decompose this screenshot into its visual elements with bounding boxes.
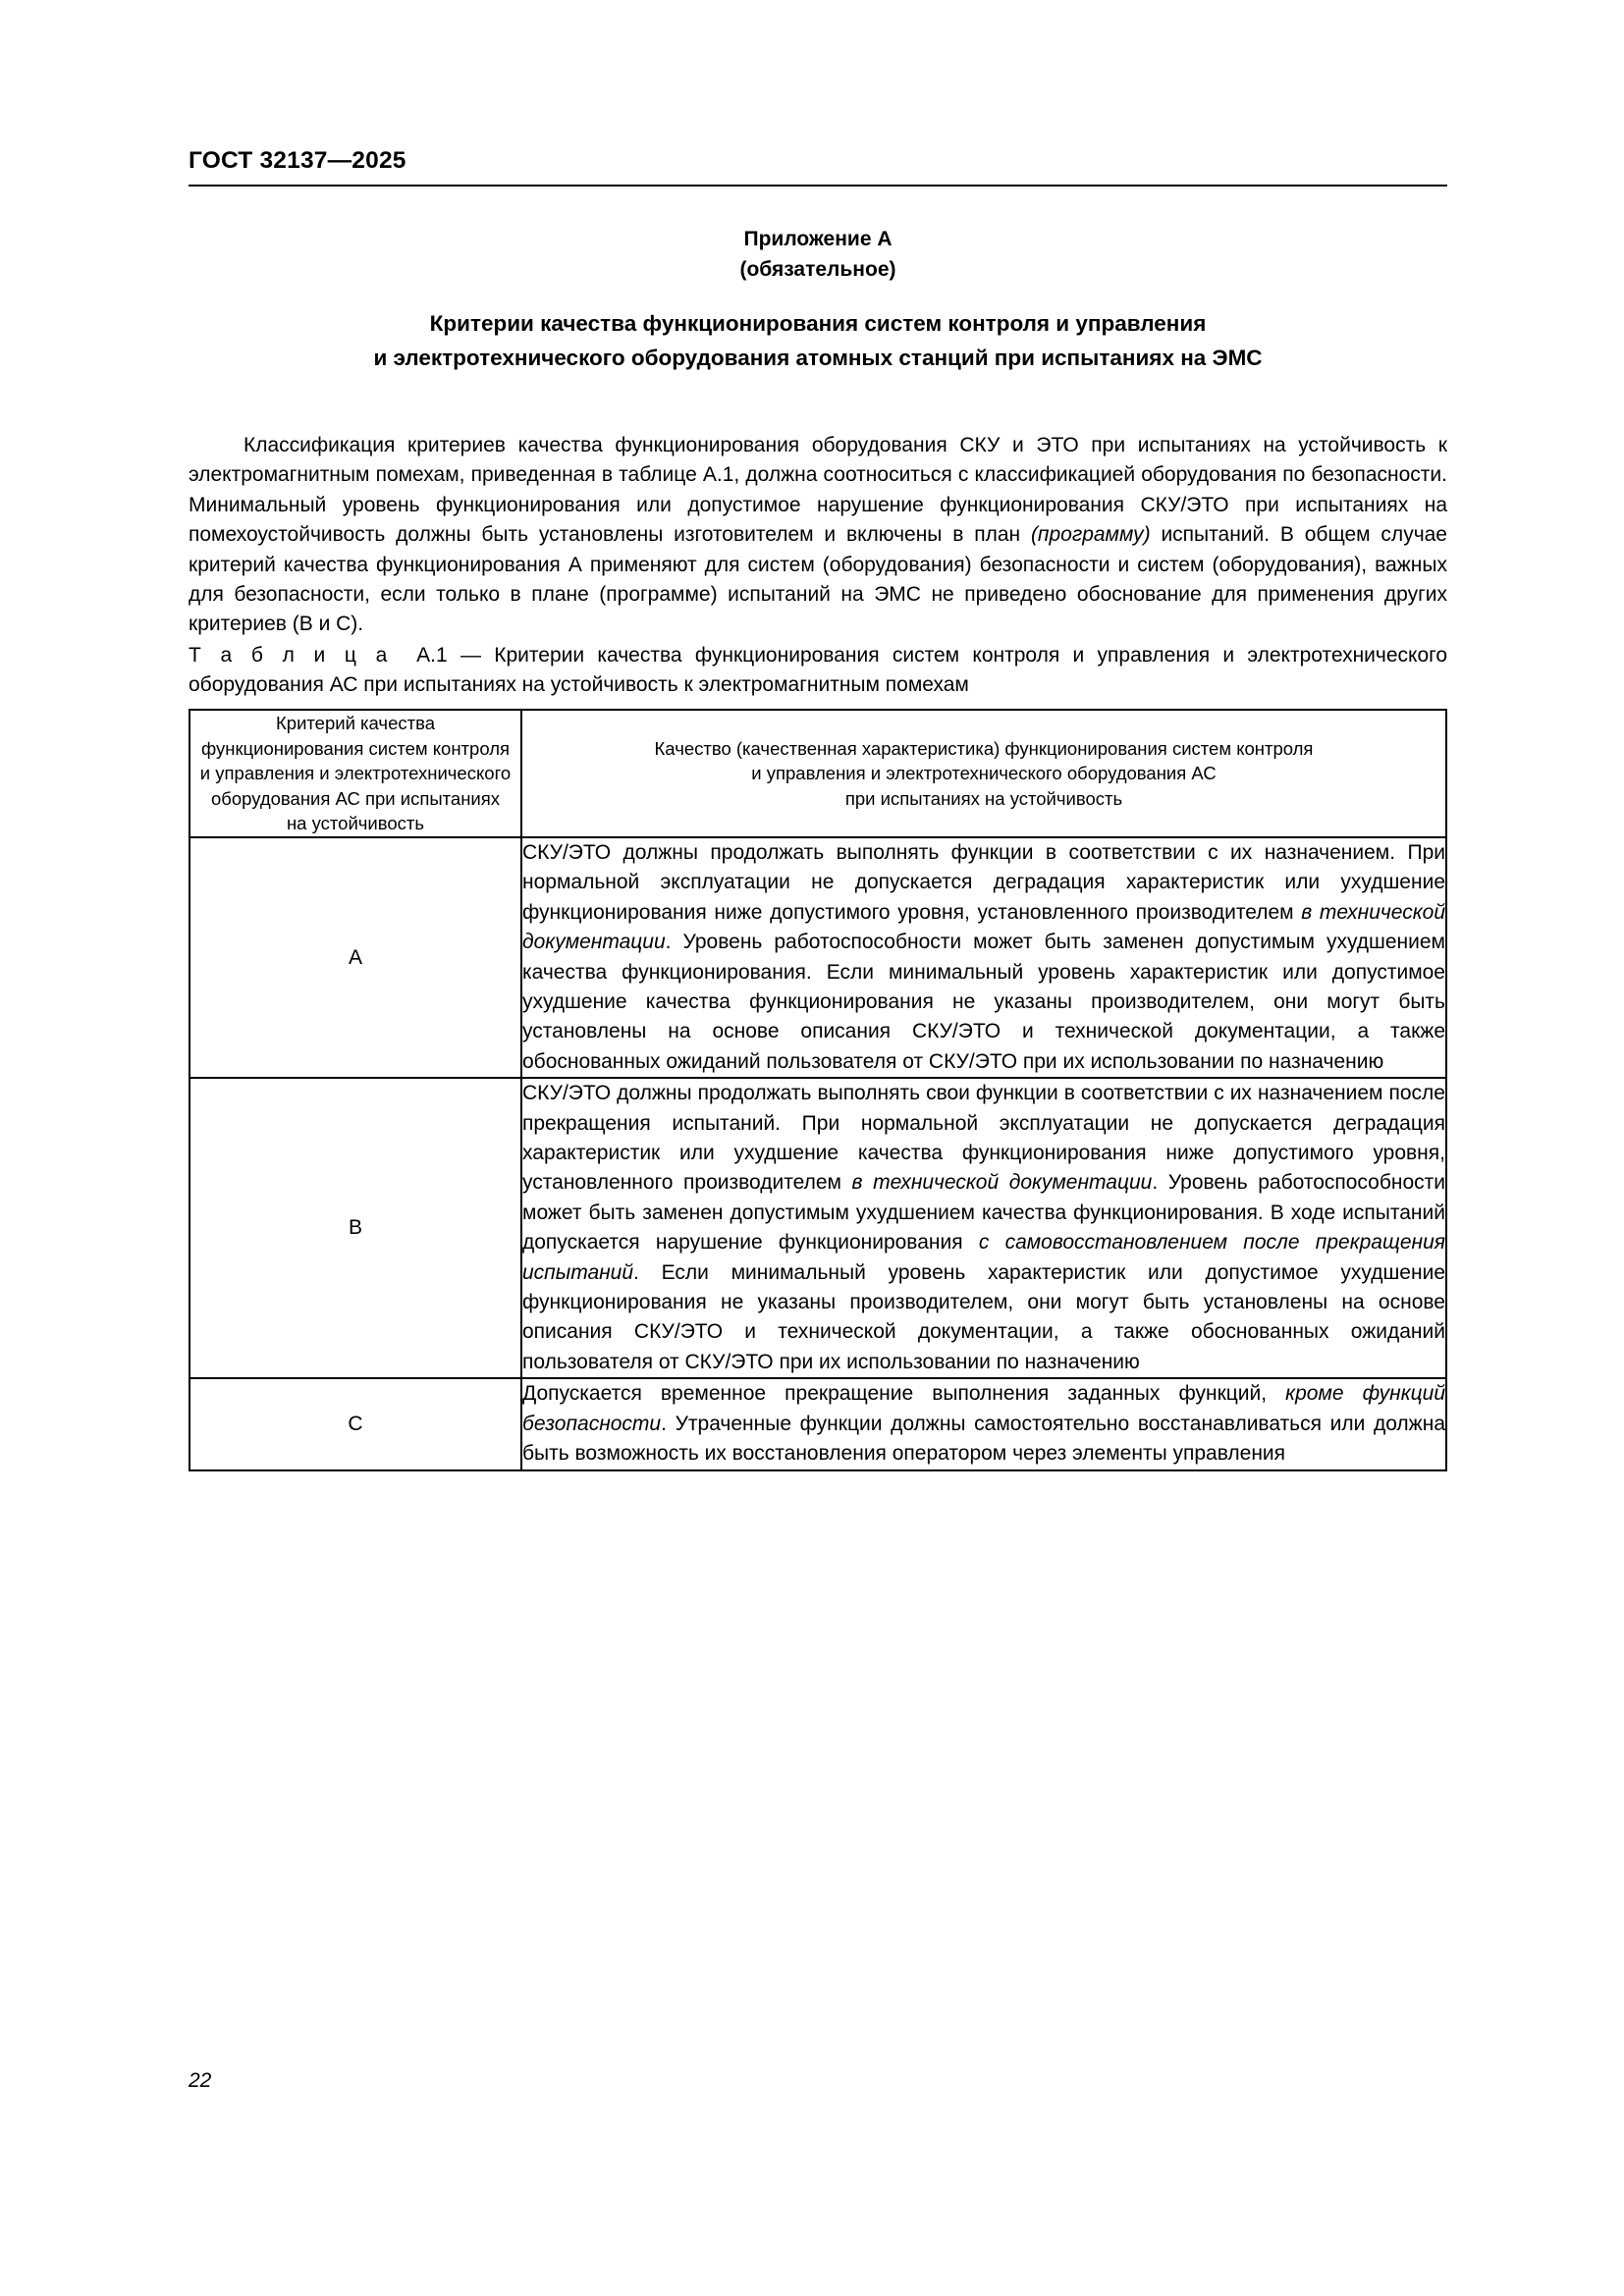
criterion-header-line-4: оборудования АС при испытаниях <box>210 787 501 809</box>
annex-label: Приложение А <box>743 228 893 250</box>
criterion-description-a <box>521 837 1446 1078</box>
intro-italic-1: (программу) <box>1030 523 1151 547</box>
criteria-table <box>189 709 1447 1471</box>
criterion-header-line-2: функционирования систем контроля <box>200 737 511 759</box>
table-caption-text: Критерии качества функционирования систем контроля и управления и электротехнического оборудования АС при испытаниях на устойчивость к электромагнитным помехам <box>189 644 1448 696</box>
desc-c-text-2: . Утраченные функции должны самостоятельно восстанавливаться или должна быть возможность их восстановления оператором через элементы управления <box>522 1412 1445 1466</box>
criterion-description-c <box>521 1378 1446 1469</box>
table-row <box>189 837 1446 1078</box>
criterion-description-b <box>521 1078 1446 1378</box>
desc-c-italic-1: кроме функций безопасности <box>522 1382 1446 1435</box>
desc-b-italic-1: в технической документации <box>851 1171 1153 1195</box>
page-number: 22 <box>189 2069 212 2092</box>
criterion-header-line-1: Критерий качества <box>276 713 435 733</box>
desc-c-text-1: Допускается временное прекращение выполнения заданных функций, <box>522 1382 1286 1406</box>
desc-a-italic-1: в технической документации <box>522 900 1445 954</box>
intro-text-2: испытаний. В общем случае критерий качества функционирования А применяют для систем (оборудования) безопасности и систем (оборудования), важных для безопасности, если только в плане (программе) испытаний на ЭМС не приведено обоснование для применения других критериев (В и С). <box>189 523 1447 636</box>
annex-heading <box>189 224 1447 285</box>
intro-paragraph <box>189 431 1447 640</box>
column-header-quality <box>521 710 1446 837</box>
table-header-row <box>189 710 1446 837</box>
quality-header-line-2: и управления и электротехнического оборудования АС <box>751 763 1217 784</box>
quality-header-line-3: при испытаниях на устойчивость <box>844 787 1123 809</box>
desc-a-text-1: СКУ/ЭТО должны продолжать выполнять функции в соответствии с их назначением. При нормальной эксплуатации не допускается деградация характеристик или ухудшение функционирования ниже допустимого уровня, установленного производителем <box>522 840 1445 924</box>
desc-a-text-2: . Уровень работоспособности может быть заменен допустимым ухудшением качества функционирования. Если минимальный уровень характеристик или допустимое ухудшение качества функционирования не указаны производителем, они могут быть установлены на основе описания СКУ/ЭТО и технической документации, а также обоснованных ожиданий пользователя от СКУ/ЭТО при их использовании по назначению <box>522 931 1445 1073</box>
table-caption-number: А.1 <box>416 644 448 667</box>
desc-b-text-3: . Если минимальный уровень характеристик или допустимое ухудшение функционирования не указаны производителем, они могут быть установлены на основе описания СКУ/ЭТО и технической документации, а также обоснованных ожиданий пользователя от СКУ/ЭТО при их использовании по назначению <box>522 1260 1445 1373</box>
quality-header-line-1: Качество (качественная характеристика) функционирования систем контроля <box>654 737 1314 759</box>
annex-title-line-2: и электротехнического оборудования атомных станций при испытаниях на ЭМС <box>373 346 1263 370</box>
table-caption <box>189 641 1447 700</box>
annex-title <box>189 306 1447 375</box>
desc-b-text-2: . Уровень работоспособности может быть заменен допустимым ухудшением качества функционирования. В ходе испытаний допускается нарушение функционирования <box>522 1171 1446 1255</box>
criterion-letter-a: А <box>189 837 521 1078</box>
annex-status: (обязательное) <box>739 258 896 281</box>
criterion-letter-b: В <box>189 1078 521 1378</box>
header-rule <box>189 185 1447 187</box>
criterion-header-line-3: и управления и электротехнического <box>199 763 512 784</box>
annex-title-line-1: Критерии качества функционирования систем контроля и управления <box>429 311 1207 336</box>
column-header-criterion <box>189 710 521 837</box>
criterion-header-line-5: на устойчивость <box>286 813 425 834</box>
desc-b-italic-2: с самовосстановлением после прекращения испытаний <box>522 1231 1445 1284</box>
table-caption-dash: — <box>460 644 481 667</box>
intro-text-1: Классификация критериев качества функционирования оборудования СКУ и ЭТО при испытаниях на устойчивость к электромагнитным помехам, приведенная в таблице А.1, должна соотноситься с классификацией оборудования по безопасности. Минимальный уровень функционирования или допустимое нарушение функционирования СКУ/ЭТО при испытаниях на помехоустойчивость должны быть установлены изготовителем и включены в план <box>189 434 1447 547</box>
table-row <box>189 1378 1446 1469</box>
running-header: ГОСТ 32137—2025 <box>189 147 406 174</box>
desc-b-text-1: СКУ/ЭТО должны продолжать выполнять свои функции в соответствии с их назначением после прекращения испытаний. При нормальной эксплуатации не допускается деградация характеристик или ухудшение качества функционирования ниже допустимого уровня, установленного производителем <box>522 1082 1445 1195</box>
table-caption-word: Т а б л и ц а <box>189 644 391 667</box>
table-row <box>189 1078 1446 1378</box>
criterion-letter-c: С <box>189 1378 521 1469</box>
